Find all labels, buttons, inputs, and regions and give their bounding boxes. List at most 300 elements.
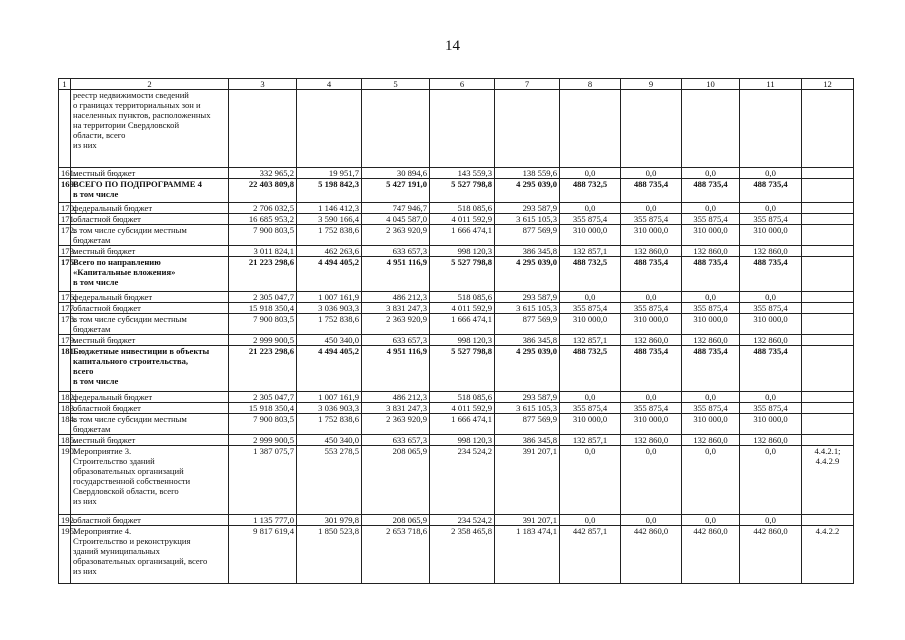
value-cell: 293 587,9 bbox=[495, 392, 560, 403]
column-number: 1 bbox=[59, 79, 71, 90]
value-cell: 4 951 116,9 bbox=[362, 346, 430, 392]
value-cell: 633 657,3 bbox=[362, 335, 430, 346]
value-cell: 355 875,4 bbox=[621, 214, 682, 225]
target-code bbox=[802, 414, 854, 435]
value-cell: 0,0 bbox=[740, 168, 802, 179]
value-cell: 132 860,0 bbox=[682, 435, 740, 446]
row-number: 185. bbox=[59, 435, 71, 446]
value-cell: 0,0 bbox=[560, 203, 621, 214]
row-label-line: государственной собственности bbox=[73, 476, 191, 486]
table-row bbox=[59, 446, 854, 515]
row-label bbox=[71, 225, 229, 246]
row-label-line: «Капитальные вложения» bbox=[73, 267, 176, 277]
table-row bbox=[59, 303, 854, 314]
value-cell: 5 427 191,0 bbox=[362, 179, 430, 203]
column-number: 6 bbox=[430, 79, 495, 90]
value-cell: 355 875,4 bbox=[682, 403, 740, 414]
value-cell: 488 735,4 bbox=[682, 179, 740, 203]
value-cell: 1 752 838,6 bbox=[297, 225, 362, 246]
value-cell: 4 494 405,2 bbox=[297, 346, 362, 392]
value-cell: 3 615 105,3 bbox=[495, 403, 560, 414]
column-number: 11 bbox=[740, 79, 802, 90]
table-row bbox=[59, 168, 854, 179]
value-cell: 0,0 bbox=[621, 168, 682, 179]
value-cell: 310 000,0 bbox=[682, 225, 740, 246]
target-code bbox=[802, 346, 854, 392]
value-cell: 488 735,4 bbox=[740, 179, 802, 203]
value-cell: 3 615 105,3 bbox=[495, 303, 560, 314]
target-code-line: 4.4.2.9 bbox=[815, 456, 840, 466]
value-cell: 132 860,0 bbox=[740, 435, 802, 446]
value-cell: 310 000,0 bbox=[740, 225, 802, 246]
value-cell: 450 340,0 bbox=[297, 435, 362, 446]
value-cell: 553 278,5 bbox=[297, 446, 362, 515]
value-cell: 0,0 bbox=[740, 446, 802, 515]
value-cell: 208 065,9 bbox=[362, 515, 430, 526]
row-label-line: зданий муниципальных bbox=[73, 546, 160, 556]
value-cell: 3 831 247,3 bbox=[362, 403, 430, 414]
value-cell: 310 000,0 bbox=[560, 225, 621, 246]
row-label bbox=[71, 303, 229, 314]
table-row bbox=[59, 246, 854, 257]
value-cell: 4 295 039,0 bbox=[495, 179, 560, 203]
value-cell: 132 860,0 bbox=[682, 246, 740, 257]
value-cell: 488 735,4 bbox=[740, 346, 802, 392]
value-cell: 2 653 718,6 bbox=[362, 526, 430, 584]
value-cell: 355 875,4 bbox=[740, 303, 802, 314]
value-cell: 132 860,0 bbox=[740, 335, 802, 346]
row-label bbox=[71, 435, 229, 446]
value-cell: 2 363 920,9 bbox=[362, 225, 430, 246]
value-cell: 7 900 803,5 bbox=[229, 225, 297, 246]
target-code bbox=[802, 303, 854, 314]
table-row bbox=[59, 403, 854, 414]
row-number: 178. bbox=[59, 314, 71, 335]
row-label bbox=[71, 179, 229, 203]
target-code bbox=[802, 214, 854, 225]
value-cell: 15 918 350,4 bbox=[229, 303, 297, 314]
value-cell: 0,0 bbox=[740, 292, 802, 303]
row-label-line: из них bbox=[73, 140, 97, 150]
value-cell bbox=[560, 90, 621, 168]
row-label-line: из них bbox=[73, 566, 97, 576]
value-cell: 332 965,2 bbox=[229, 168, 297, 179]
value-cell: 4 011 592,9 bbox=[430, 214, 495, 225]
value-cell: 7 900 803,5 bbox=[229, 314, 297, 335]
target-code bbox=[802, 246, 854, 257]
target-code bbox=[802, 257, 854, 292]
column-number: 12 bbox=[802, 79, 854, 90]
column-number: 5 bbox=[362, 79, 430, 90]
table-row bbox=[59, 179, 854, 203]
table-row bbox=[59, 526, 854, 584]
row-label bbox=[71, 314, 229, 335]
row-label-line: Бюджетные инвестиции в объекты bbox=[73, 346, 210, 356]
value-cell: 132 857,1 bbox=[560, 246, 621, 257]
value-cell: 5 198 842,3 bbox=[297, 179, 362, 203]
row-label-line: бюджетам bbox=[73, 235, 111, 245]
value-cell: 442 860,0 bbox=[740, 526, 802, 584]
value-cell: 0,0 bbox=[560, 392, 621, 403]
target-code bbox=[802, 225, 854, 246]
row-label-line: бюджетам bbox=[73, 424, 111, 434]
row-label-line: бюджетам bbox=[73, 324, 111, 334]
target-code bbox=[802, 403, 854, 414]
value-cell: 132 857,1 bbox=[560, 435, 621, 446]
value-cell: 998 120,3 bbox=[430, 435, 495, 446]
value-cell: 234 524,2 bbox=[430, 446, 495, 515]
value-cell: 301 979,8 bbox=[297, 515, 362, 526]
value-cell: 208 065,9 bbox=[362, 446, 430, 515]
row-number: 182. bbox=[59, 392, 71, 403]
value-cell: 0,0 bbox=[560, 446, 621, 515]
target-code bbox=[802, 90, 854, 168]
value-cell: 19 951,7 bbox=[297, 168, 362, 179]
value-cell: 1 666 474,1 bbox=[430, 314, 495, 335]
row-label-line: Строительство зданий bbox=[73, 456, 155, 466]
target-code bbox=[802, 292, 854, 303]
column-number: 8 bbox=[560, 79, 621, 90]
value-cell: 488 735,4 bbox=[621, 257, 682, 292]
value-cell: 3 615 105,3 bbox=[495, 214, 560, 225]
row-label-line: в том числе субсидии местным bbox=[73, 225, 187, 235]
value-cell: 0,0 bbox=[560, 515, 621, 526]
value-cell: 132 860,0 bbox=[621, 335, 682, 346]
value-cell: 138 559,6 bbox=[495, 168, 560, 179]
value-cell bbox=[362, 90, 430, 168]
column-number: 7 bbox=[495, 79, 560, 90]
value-cell: 0,0 bbox=[621, 292, 682, 303]
table-row bbox=[59, 292, 854, 303]
row-label-line: реестр недвижимости сведений bbox=[73, 90, 189, 100]
row-label-line: капитального строительства, bbox=[73, 356, 189, 366]
table-row bbox=[59, 392, 854, 403]
row-label-line: местный бюджет bbox=[73, 435, 136, 445]
value-cell: 22 403 809,8 bbox=[229, 179, 297, 203]
row-number: 176. bbox=[59, 292, 71, 303]
value-cell: 4 295 039,0 bbox=[495, 257, 560, 292]
table-row bbox=[59, 203, 854, 214]
column-number-row bbox=[59, 79, 854, 90]
value-cell: 488 735,4 bbox=[682, 346, 740, 392]
target-code-line: 4.4.2.1; bbox=[814, 446, 841, 456]
value-cell: 1 666 474,1 bbox=[430, 414, 495, 435]
value-cell: 2 999 900,5 bbox=[229, 335, 297, 346]
row-number: 177. bbox=[59, 303, 71, 314]
row-label bbox=[71, 168, 229, 179]
value-cell: 132 860,0 bbox=[621, 435, 682, 446]
row-label-line: Всего по направлению bbox=[73, 257, 161, 267]
value-cell: 1 752 838,6 bbox=[297, 414, 362, 435]
value-cell: 310 000,0 bbox=[621, 414, 682, 435]
row-label-line: в том числе субсидии местным bbox=[73, 314, 187, 324]
target-code bbox=[802, 314, 854, 335]
value-cell: 3 036 903,3 bbox=[297, 303, 362, 314]
value-cell: 4 011 592,9 bbox=[430, 403, 495, 414]
value-cell: 310 000,0 bbox=[740, 414, 802, 435]
row-number: 179. bbox=[59, 335, 71, 346]
value-cell: 30 894,6 bbox=[362, 168, 430, 179]
row-number bbox=[59, 90, 71, 168]
value-cell: 0,0 bbox=[560, 292, 621, 303]
value-cell: 0,0 bbox=[682, 392, 740, 403]
value-cell: 1 135 777,0 bbox=[229, 515, 297, 526]
value-cell: 355 875,4 bbox=[740, 403, 802, 414]
row-number: 172. bbox=[59, 225, 71, 246]
row-label-line: местный бюджет bbox=[73, 168, 136, 178]
value-cell: 0,0 bbox=[682, 515, 740, 526]
table-row bbox=[59, 90, 854, 168]
target-code-line: 4.4.2.2 bbox=[815, 526, 840, 536]
row-label-line: областной бюджет bbox=[73, 214, 141, 224]
row-label bbox=[71, 246, 229, 257]
row-number: 181. bbox=[59, 346, 71, 392]
value-cell: 1 850 523,8 bbox=[297, 526, 362, 584]
value-cell: 747 946,7 bbox=[362, 203, 430, 214]
row-label bbox=[71, 403, 229, 414]
value-cell: 2 305 047,7 bbox=[229, 292, 297, 303]
row-label-line: всего bbox=[73, 366, 94, 376]
value-cell: 310 000,0 bbox=[682, 414, 740, 435]
value-cell: 518 085,6 bbox=[430, 203, 495, 214]
row-number: 190. bbox=[59, 446, 71, 515]
value-cell: 0,0 bbox=[621, 515, 682, 526]
value-cell: 132 860,0 bbox=[740, 246, 802, 257]
row-label bbox=[71, 292, 229, 303]
row-label-line: Строительство и реконструкция bbox=[73, 536, 191, 546]
row-label-line: областной бюджет bbox=[73, 403, 141, 413]
value-cell: 488 735,4 bbox=[682, 257, 740, 292]
value-cell bbox=[740, 90, 802, 168]
row-label-line: Свердловской области, всего bbox=[73, 486, 179, 496]
value-cell: 488 735,4 bbox=[621, 346, 682, 392]
value-cell: 2 363 920,9 bbox=[362, 314, 430, 335]
value-cell: 877 569,9 bbox=[495, 225, 560, 246]
value-cell: 633 657,3 bbox=[362, 246, 430, 257]
column-number: 4 bbox=[297, 79, 362, 90]
value-cell bbox=[297, 90, 362, 168]
value-cell: 132 860,0 bbox=[621, 246, 682, 257]
row-label-line: из них bbox=[73, 496, 97, 506]
value-cell: 0,0 bbox=[682, 446, 740, 515]
row-number: 192. bbox=[59, 515, 71, 526]
row-number: 175. bbox=[59, 257, 71, 292]
value-cell: 486 212,3 bbox=[362, 292, 430, 303]
value-cell: 355 875,4 bbox=[621, 403, 682, 414]
value-cell: 15 918 350,4 bbox=[229, 403, 297, 414]
row-label bbox=[71, 446, 229, 515]
table-row bbox=[59, 214, 854, 225]
value-cell: 518 085,6 bbox=[430, 292, 495, 303]
value-cell: 488 732,5 bbox=[560, 346, 621, 392]
table-row bbox=[59, 225, 854, 246]
value-cell: 21 223 298,6 bbox=[229, 257, 297, 292]
value-cell: 2 706 032,5 bbox=[229, 203, 297, 214]
value-cell: 877 569,9 bbox=[495, 414, 560, 435]
row-label-line: местный бюджет bbox=[73, 246, 136, 256]
value-cell: 9 817 619,4 bbox=[229, 526, 297, 584]
table-row bbox=[59, 515, 854, 526]
value-cell: 5 527 798,8 bbox=[430, 179, 495, 203]
value-cell: 355 875,4 bbox=[621, 303, 682, 314]
target-code bbox=[802, 203, 854, 214]
value-cell: 2 999 900,5 bbox=[229, 435, 297, 446]
value-cell: 5 527 798,8 bbox=[430, 346, 495, 392]
value-cell: 1 146 412,3 bbox=[297, 203, 362, 214]
value-cell: 0,0 bbox=[682, 203, 740, 214]
value-cell: 16 685 953,2 bbox=[229, 214, 297, 225]
target-code bbox=[802, 515, 854, 526]
value-cell: 2 305 047,7 bbox=[229, 392, 297, 403]
value-cell: 310 000,0 bbox=[560, 314, 621, 335]
value-cell: 310 000,0 bbox=[740, 314, 802, 335]
table-row bbox=[59, 335, 854, 346]
value-cell: 0,0 bbox=[621, 392, 682, 403]
table-row bbox=[59, 314, 854, 335]
value-cell: 877 569,9 bbox=[495, 314, 560, 335]
column-number: 2 bbox=[71, 79, 229, 90]
row-number: 173. bbox=[59, 246, 71, 257]
value-cell: 310 000,0 bbox=[682, 314, 740, 335]
table-row bbox=[59, 346, 854, 392]
row-number: 161. bbox=[59, 168, 71, 179]
row-label-line: областной бюджет bbox=[73, 515, 141, 525]
row-label-line: о границах территориальных зон и bbox=[73, 100, 201, 110]
target-code bbox=[802, 179, 854, 203]
row-number: 183. bbox=[59, 403, 71, 414]
row-label-line: Мероприятие 4. bbox=[73, 526, 132, 536]
value-cell: 293 587,9 bbox=[495, 292, 560, 303]
table-row bbox=[59, 257, 854, 292]
row-label-line: образовательных организаций bbox=[73, 466, 184, 476]
target-code bbox=[802, 168, 854, 179]
row-label-line: в том числе bbox=[73, 277, 119, 287]
value-cell: 488 735,4 bbox=[740, 257, 802, 292]
value-cell: 3 011 824,1 bbox=[229, 246, 297, 257]
row-label bbox=[71, 203, 229, 214]
row-label bbox=[71, 515, 229, 526]
value-cell: 998 120,3 bbox=[430, 335, 495, 346]
value-cell bbox=[229, 90, 297, 168]
value-cell: 386 345,8 bbox=[495, 335, 560, 346]
value-cell: 355 875,4 bbox=[560, 214, 621, 225]
target-code bbox=[802, 392, 854, 403]
row-label-line: в том числе bbox=[73, 189, 119, 199]
budget-table bbox=[58, 78, 854, 584]
value-cell: 0,0 bbox=[682, 292, 740, 303]
value-cell: 3 831 247,3 bbox=[362, 303, 430, 314]
row-label-line: Мероприятие 3. bbox=[73, 446, 132, 456]
row-label-line: областной бюджет bbox=[73, 303, 141, 313]
value-cell: 355 875,4 bbox=[682, 303, 740, 314]
row-label bbox=[71, 392, 229, 403]
value-cell: 0,0 bbox=[560, 168, 621, 179]
row-number: 169. bbox=[59, 179, 71, 203]
column-number: 3 bbox=[229, 79, 297, 90]
row-label-line: ВСЕГО ПО ПОДПРОГРАММЕ 4 bbox=[73, 179, 202, 189]
value-cell bbox=[682, 90, 740, 168]
row-label-line: области, всего bbox=[73, 130, 126, 140]
row-label bbox=[71, 335, 229, 346]
value-cell: 998 120,3 bbox=[430, 246, 495, 257]
value-cell bbox=[621, 90, 682, 168]
value-cell: 386 345,8 bbox=[495, 435, 560, 446]
value-cell: 143 559,3 bbox=[430, 168, 495, 179]
value-cell: 4 494 405,2 bbox=[297, 257, 362, 292]
target-code bbox=[802, 435, 854, 446]
value-cell: 442 860,0 bbox=[621, 526, 682, 584]
row-label bbox=[71, 414, 229, 435]
row-label-line: в том числе bbox=[73, 376, 119, 386]
value-cell bbox=[495, 90, 560, 168]
value-cell: 0,0 bbox=[740, 203, 802, 214]
value-cell: 391 207,1 bbox=[495, 515, 560, 526]
value-cell: 3 036 903,3 bbox=[297, 403, 362, 414]
row-number: 171. bbox=[59, 214, 71, 225]
value-cell: 1 752 838,6 bbox=[297, 314, 362, 335]
row-label-line: в том числе субсидии местным bbox=[73, 414, 187, 424]
row-label-line: местный бюджет bbox=[73, 335, 136, 345]
row-number: 195. bbox=[59, 526, 71, 584]
target-code bbox=[802, 335, 854, 346]
value-cell: 355 875,4 bbox=[560, 403, 621, 414]
row-label-line: федеральный бюджет bbox=[73, 203, 153, 213]
column-number: 10 bbox=[682, 79, 740, 90]
value-cell: 450 340,0 bbox=[297, 335, 362, 346]
value-cell: 518 085,6 bbox=[430, 392, 495, 403]
value-cell: 488 732,5 bbox=[560, 257, 621, 292]
row-number: 170. bbox=[59, 203, 71, 214]
column-number: 9 bbox=[621, 79, 682, 90]
value-cell: 355 875,4 bbox=[682, 214, 740, 225]
table-row bbox=[59, 414, 854, 435]
value-cell: 2 358 465,8 bbox=[430, 526, 495, 584]
value-cell: 462 263,6 bbox=[297, 246, 362, 257]
value-cell: 1 007 161,9 bbox=[297, 392, 362, 403]
value-cell: 633 657,3 bbox=[362, 435, 430, 446]
value-cell: 4 011 592,9 bbox=[430, 303, 495, 314]
value-cell: 442 860,0 bbox=[682, 526, 740, 584]
value-cell: 0,0 bbox=[682, 168, 740, 179]
row-label bbox=[71, 346, 229, 392]
value-cell: 386 345,8 bbox=[495, 246, 560, 257]
value-cell: 1 183 474,1 bbox=[495, 526, 560, 584]
page-number: 14 bbox=[445, 38, 460, 54]
value-cell: 310 000,0 bbox=[621, 314, 682, 335]
value-cell: 234 524,2 bbox=[430, 515, 495, 526]
value-cell: 293 587,9 bbox=[495, 203, 560, 214]
table-row bbox=[59, 435, 854, 446]
value-cell: 488 735,4 bbox=[621, 179, 682, 203]
value-cell: 7 900 803,5 bbox=[229, 414, 297, 435]
row-label-line: населенных пунктов, расположенных bbox=[73, 110, 211, 120]
value-cell: 2 363 920,9 bbox=[362, 414, 430, 435]
value-cell: 5 527 798,8 bbox=[430, 257, 495, 292]
row-number: 184. bbox=[59, 414, 71, 435]
value-cell: 486 212,3 bbox=[362, 392, 430, 403]
value-cell: 310 000,0 bbox=[621, 225, 682, 246]
row-label bbox=[71, 257, 229, 292]
row-label bbox=[71, 214, 229, 225]
row-label bbox=[71, 526, 229, 584]
value-cell: 1 007 161,9 bbox=[297, 292, 362, 303]
value-cell: 4 045 587,0 bbox=[362, 214, 430, 225]
value-cell: 310 000,0 bbox=[560, 414, 621, 435]
target-code bbox=[802, 446, 854, 515]
row-label bbox=[71, 90, 229, 168]
value-cell: 132 860,0 bbox=[682, 335, 740, 346]
value-cell: 355 875,4 bbox=[740, 214, 802, 225]
